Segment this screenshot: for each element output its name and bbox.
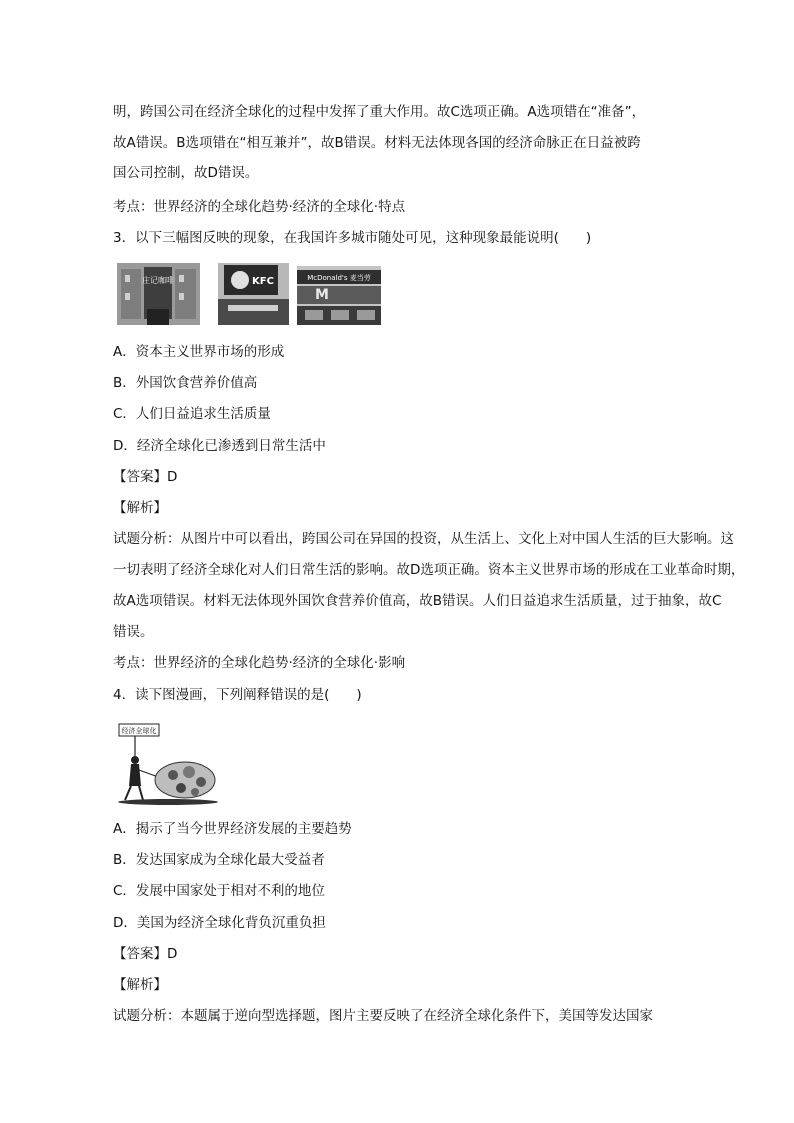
option-4b: B．发达国家成为全球化最大受益者 (113, 852, 325, 868)
option-3c: C．人们日益追求生活质量 (113, 406, 271, 422)
photo3-sign-text: McDonald's 麦当劳 (307, 274, 371, 282)
photo2-sign-text: KFC (252, 276, 274, 287)
globalization-cartoon (113, 720, 223, 806)
option-3a: A．资本主义世界市场的形成 (113, 344, 285, 360)
text-line-1: 明，跨国公司在经济全球化的过程中发挥了重大作用。故C选项正确。A选项错在“准备”， (113, 104, 646, 120)
analysis-4-line-1: 试题分析：本题属于逆向型选择题，图片主要反映了在经济全球化条件下，美国等发达国家 (113, 1008, 653, 1024)
photo-kfc-storefront (218, 263, 289, 325)
cartoon-sign-text: 经济全球化 (121, 727, 157, 735)
answer-3: 【答案】D (113, 469, 178, 485)
option-3d: D．经济全球化已渗透到日常生活中 (113, 438, 326, 454)
question-3: 3．以下三幅图反映的现象，在我国许多城市随处可见，这种现象最能说明( ) (113, 230, 592, 246)
option-3b: B．外国饮食营养价值高 (113, 375, 258, 391)
analysis-3-line-1: 试题分析：从图片中可以看出，跨国公司在异国的投资，从生活上、文化上对中国人生活的巨大影响。这 (113, 531, 734, 547)
photo-cafe-storefront (117, 263, 200, 325)
option-4a: A．揭示了当今世界经济发展的主要趋势 (113, 821, 352, 837)
answer-4: 【答案】D (113, 946, 178, 962)
exam-point-line: 考点：世界经济的全球化趋势·经济的全球化·特点 (113, 199, 406, 215)
option-4c: C．发展中国家处于相对不利的地位 (113, 883, 325, 899)
text-line-2: 故A错误。B选项错在“相互兼并”，故B错误。材料无法体现各国的经济命脉正在日益被跨 (113, 135, 641, 151)
analysis-3-line-2: 一切表明了经济全球化对人们日常生活的影响。故D选项正确。资本主义世界市场的形成在工业革命时期， (113, 562, 745, 578)
photo-mcdonalds-storefront (297, 266, 381, 325)
analysis-3-line-4: 错误。 (113, 624, 154, 640)
analysis-label-3: 【解析】 (113, 500, 167, 516)
exam-point-3: 考点：世界经济的全球化趋势·经济的全球化·影响 (113, 655, 406, 671)
option-4d: D．美国为经济全球化背负沉重负担 (113, 915, 326, 931)
photo1-sign-text: 庄记咖啡 (142, 276, 174, 285)
analysis-label-4: 【解析】 (113, 977, 167, 993)
text-line-3: 国公司控制，故D错误。 (113, 165, 259, 181)
svg-text:M: M (315, 287, 329, 303)
analysis-3-line-3: 故A选项错误。材料无法体现外国饮食营养价值高，故B错误。人们日益追求生活质量，过于抽象，故C (113, 593, 722, 609)
question-4: 4．读下图漫画，下列阐释错误的是( ) (113, 687, 362, 703)
